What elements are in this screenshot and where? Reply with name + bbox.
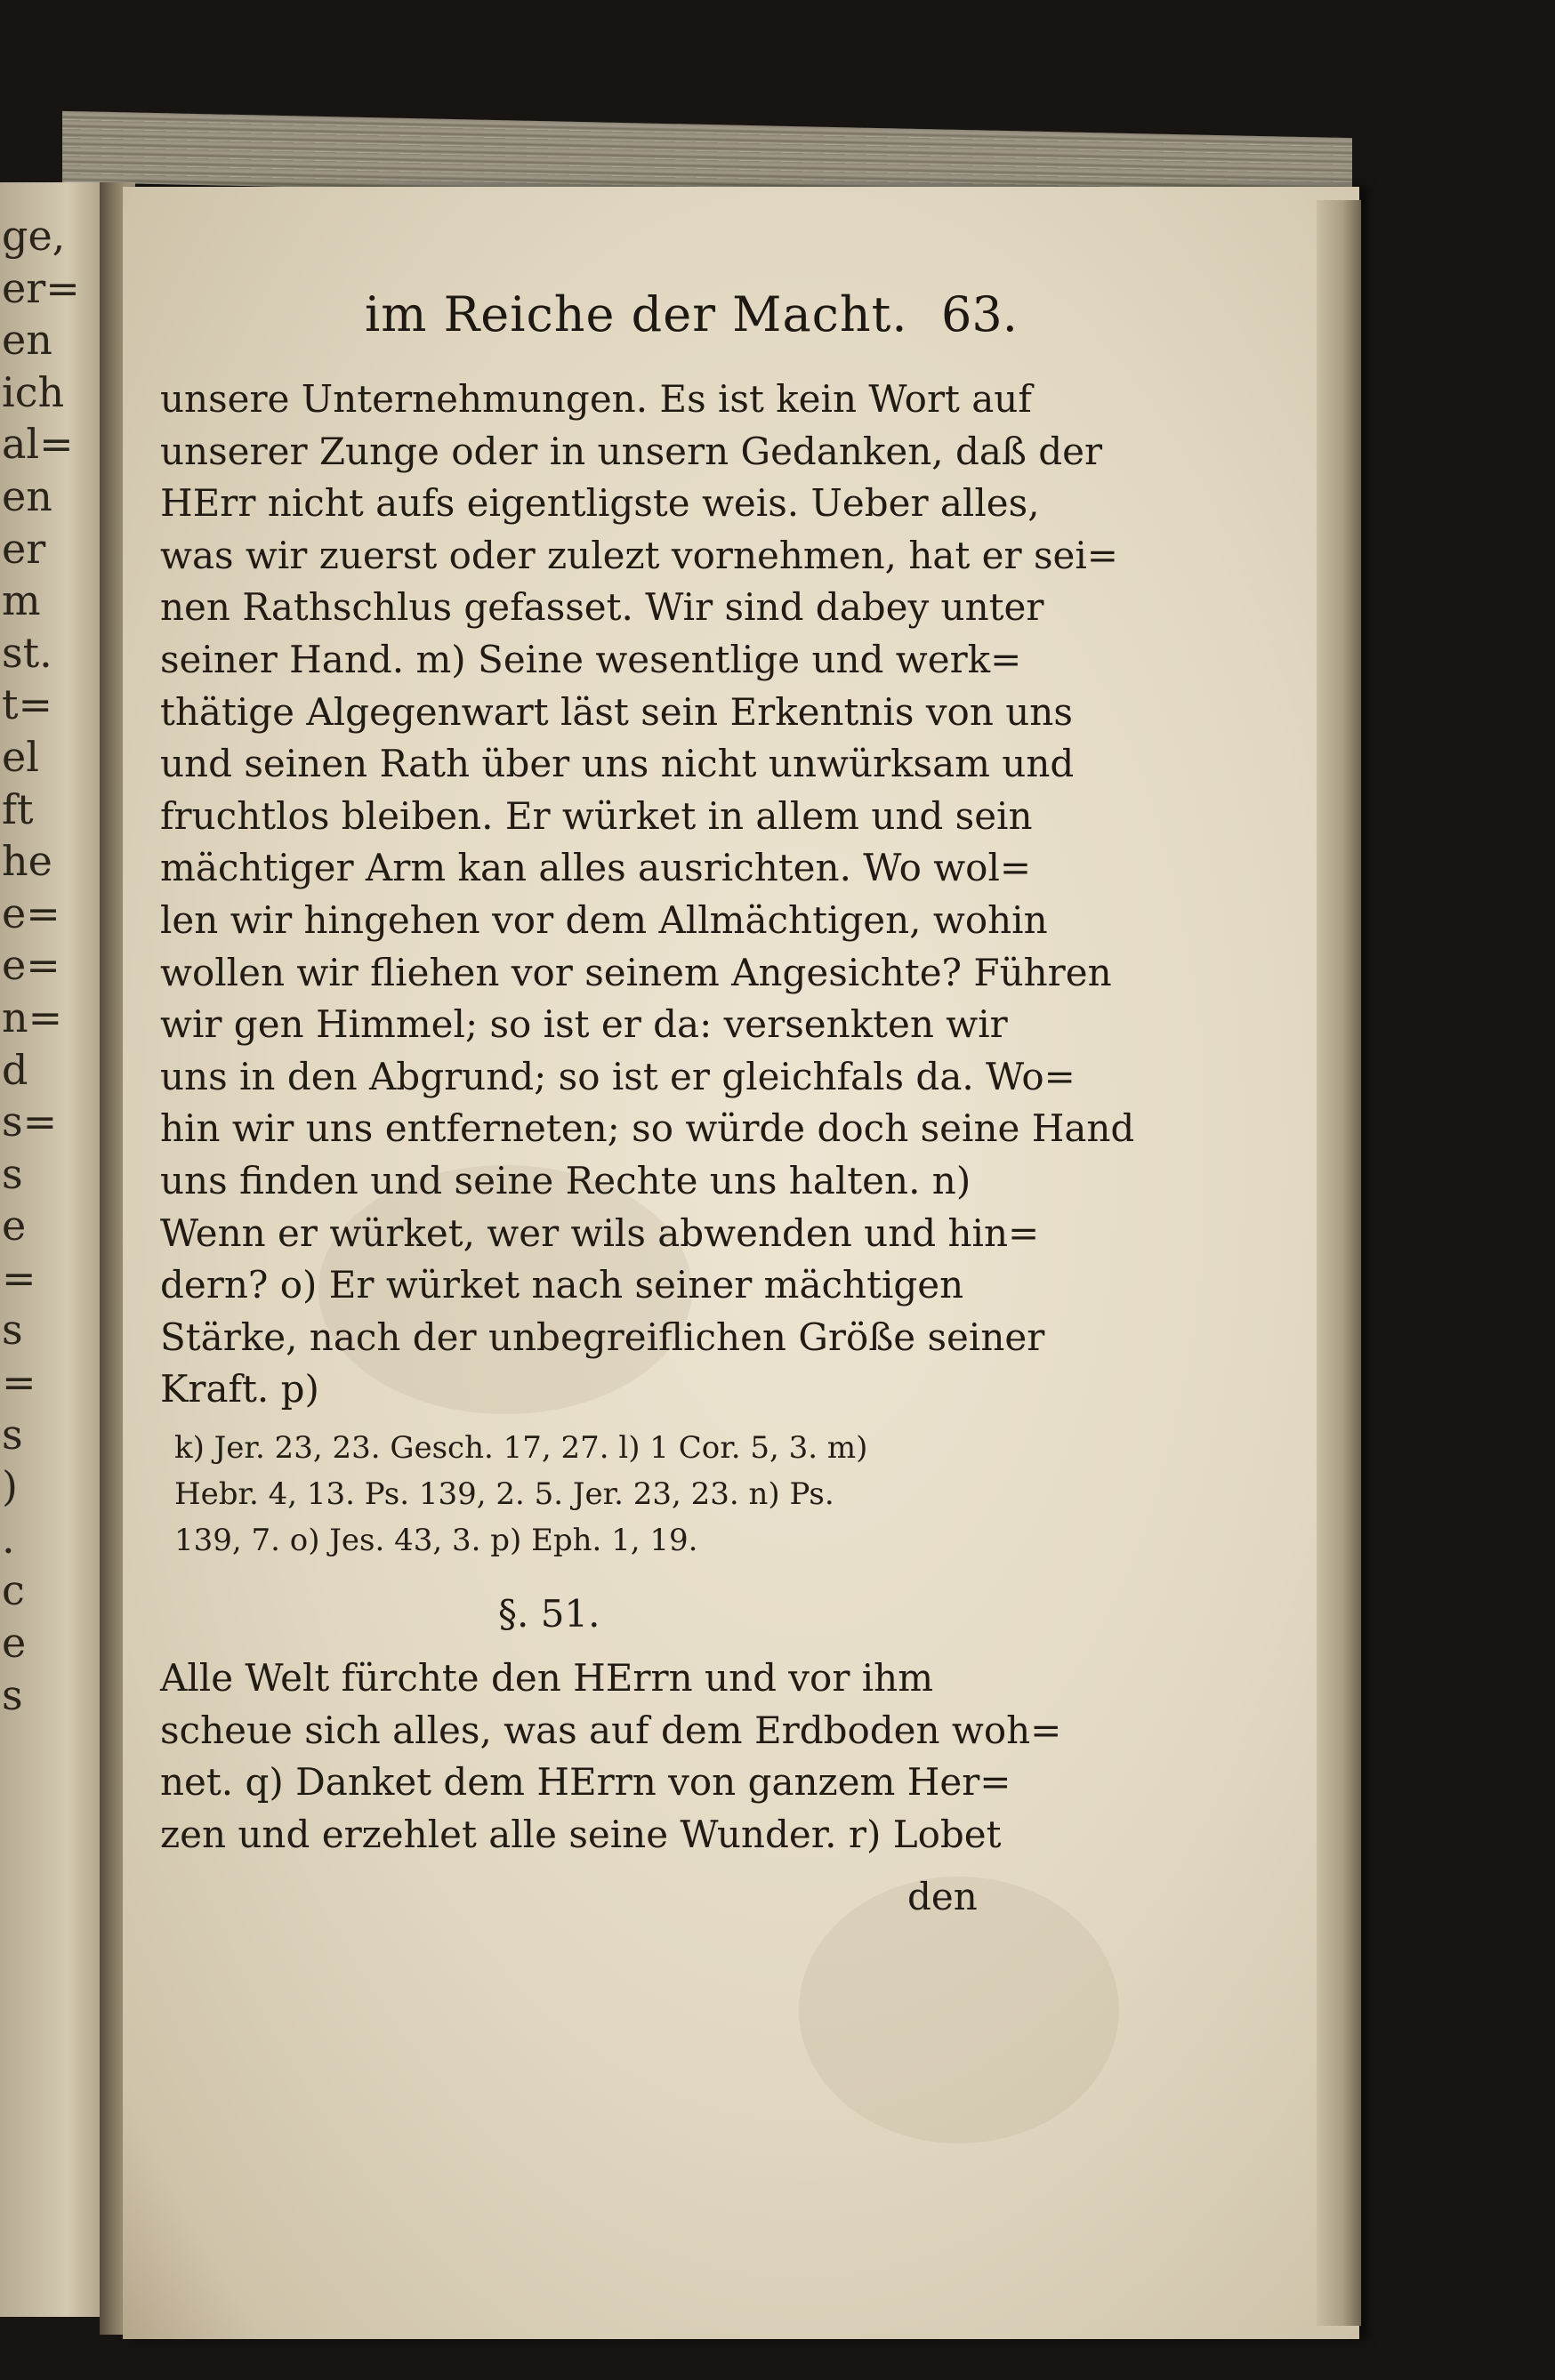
text-line: m [2, 576, 41, 625]
text-line: k) Jer. 23, 23. Gesch. 17, 27. l) 1 Cor. 5, 3. m) [174, 1430, 868, 1466]
text-line: ge, [2, 212, 66, 260]
text-line: = [2, 1358, 36, 1407]
text-line: st. [2, 628, 52, 677]
text-line: hin wir uns entferneten; so würde doch seine Hand [160, 1106, 1135, 1151]
text-line: 139, 7. o) Jes. 43, 3. p) Eph. 1, 19. [174, 1523, 698, 1558]
catchword: den [907, 1875, 978, 1918]
text-line: en [2, 316, 52, 365]
text-line: c [2, 1566, 25, 1615]
text-line: nen Rathschlus gefasset. Wir sind dabey unter [160, 585, 1044, 630]
text-line: n= [2, 993, 63, 1041]
text-line: was wir zuerst oder zulezt vornehmen, hat er sei= [160, 533, 1118, 577]
text-line: e= [2, 941, 60, 990]
text-line: uns finden und seine Rechte uns halten. n) [160, 1158, 971, 1202]
text-line: Stärke, nach der unbegreiflichen Größe seiner [160, 1315, 1045, 1359]
left-page-margin-text [2, 210, 80, 1721]
text-line: thätige Algegenwart läst sein Erkentnis von uns [160, 689, 1073, 734]
text-line: und seinen Rath über uns nicht unwürksam und [160, 742, 1075, 786]
text-line: al= [2, 420, 74, 469]
text-line: . [2, 1514, 15, 1563]
text-line: wollen wir fliehen vor seinem Angesichte? Führen [160, 950, 1112, 994]
text-line: zen und erzehlet alle seine Wunder. r) Lobet [160, 1812, 1002, 1856]
text-line: wir gen Himmel; so ist er da: versenkten wir [160, 1002, 1008, 1047]
text-line: Alle Welt fürchte den HErrn und vor ihm [160, 1656, 934, 1700]
text-line: ) [2, 1462, 18, 1511]
page-fore-edge [1317, 200, 1361, 2326]
body-paragraph [160, 374, 1135, 1416]
text-line: Hebr. 4, 13. Ps. 139, 2. 5. Jer. 23, 23. n) Ps. [174, 1476, 834, 1512]
text-line: d [2, 1045, 28, 1094]
text-line: en [2, 471, 52, 520]
text-line: t= [2, 680, 53, 729]
text-line: er= [2, 263, 80, 312]
text-line: s [2, 1306, 23, 1355]
text-line: s [2, 1670, 23, 1719]
text-line: e [2, 1202, 27, 1250]
text-line: net. q) Danket dem HErrn von ganzem Her= [160, 1760, 1011, 1805]
text-line: e= [2, 888, 60, 937]
text-line: fruchtlos bleiben. Er würket in allem und sein [160, 793, 1033, 838]
text-line: Wenn er würket, wer wils abwenden und hin= [160, 1210, 1040, 1255]
text-line: er [2, 524, 46, 573]
text-line: e [2, 1619, 27, 1668]
text-line: el [2, 732, 39, 781]
text-line: Kraft. p) [160, 1367, 319, 1411]
text-line: s [2, 1149, 23, 1198]
footnotes [174, 1425, 993, 1564]
text-line: dern? o) Er würket nach seiner mächtigen [160, 1263, 964, 1307]
page-header [365, 286, 1018, 349]
text-line: uns in den Abgrund; so ist er gleichfals da. Wo= [160, 1054, 1076, 1098]
running-title: im Reiche der Macht. [365, 286, 908, 342]
section-paragraph [160, 1652, 1062, 1861]
text-line: len wir hingehen vor dem Allmächtigen, wohin [160, 897, 1048, 942]
section-heading: §. 51. [498, 1592, 600, 1636]
text-line: unsere Unternehmungen. Es ist kein Wort auf [160, 377, 1032, 421]
text-line: HErr nicht aufs eigentligste weis. Ueber alles, [160, 481, 1040, 526]
text-line: s= [2, 1098, 58, 1146]
text-line: ft [2, 784, 34, 833]
text-line: unserer Zunge oder in unsern Gedanken, daß der [160, 429, 1103, 473]
text-line: s [2, 1410, 23, 1459]
text-line: mächtiger Arm kan alles ausrichten. Wo wol= [160, 846, 1032, 890]
text-line: scheue sich alles, was auf dem Erdboden woh= [160, 1708, 1062, 1752]
text-line: seiner Hand. m) Seine wesentlige und werk= [160, 637, 1022, 681]
page-number: 63. [941, 286, 1018, 342]
text-line: = [2, 1253, 36, 1302]
text-line: ich [2, 367, 65, 416]
text-line: he [2, 837, 52, 886]
